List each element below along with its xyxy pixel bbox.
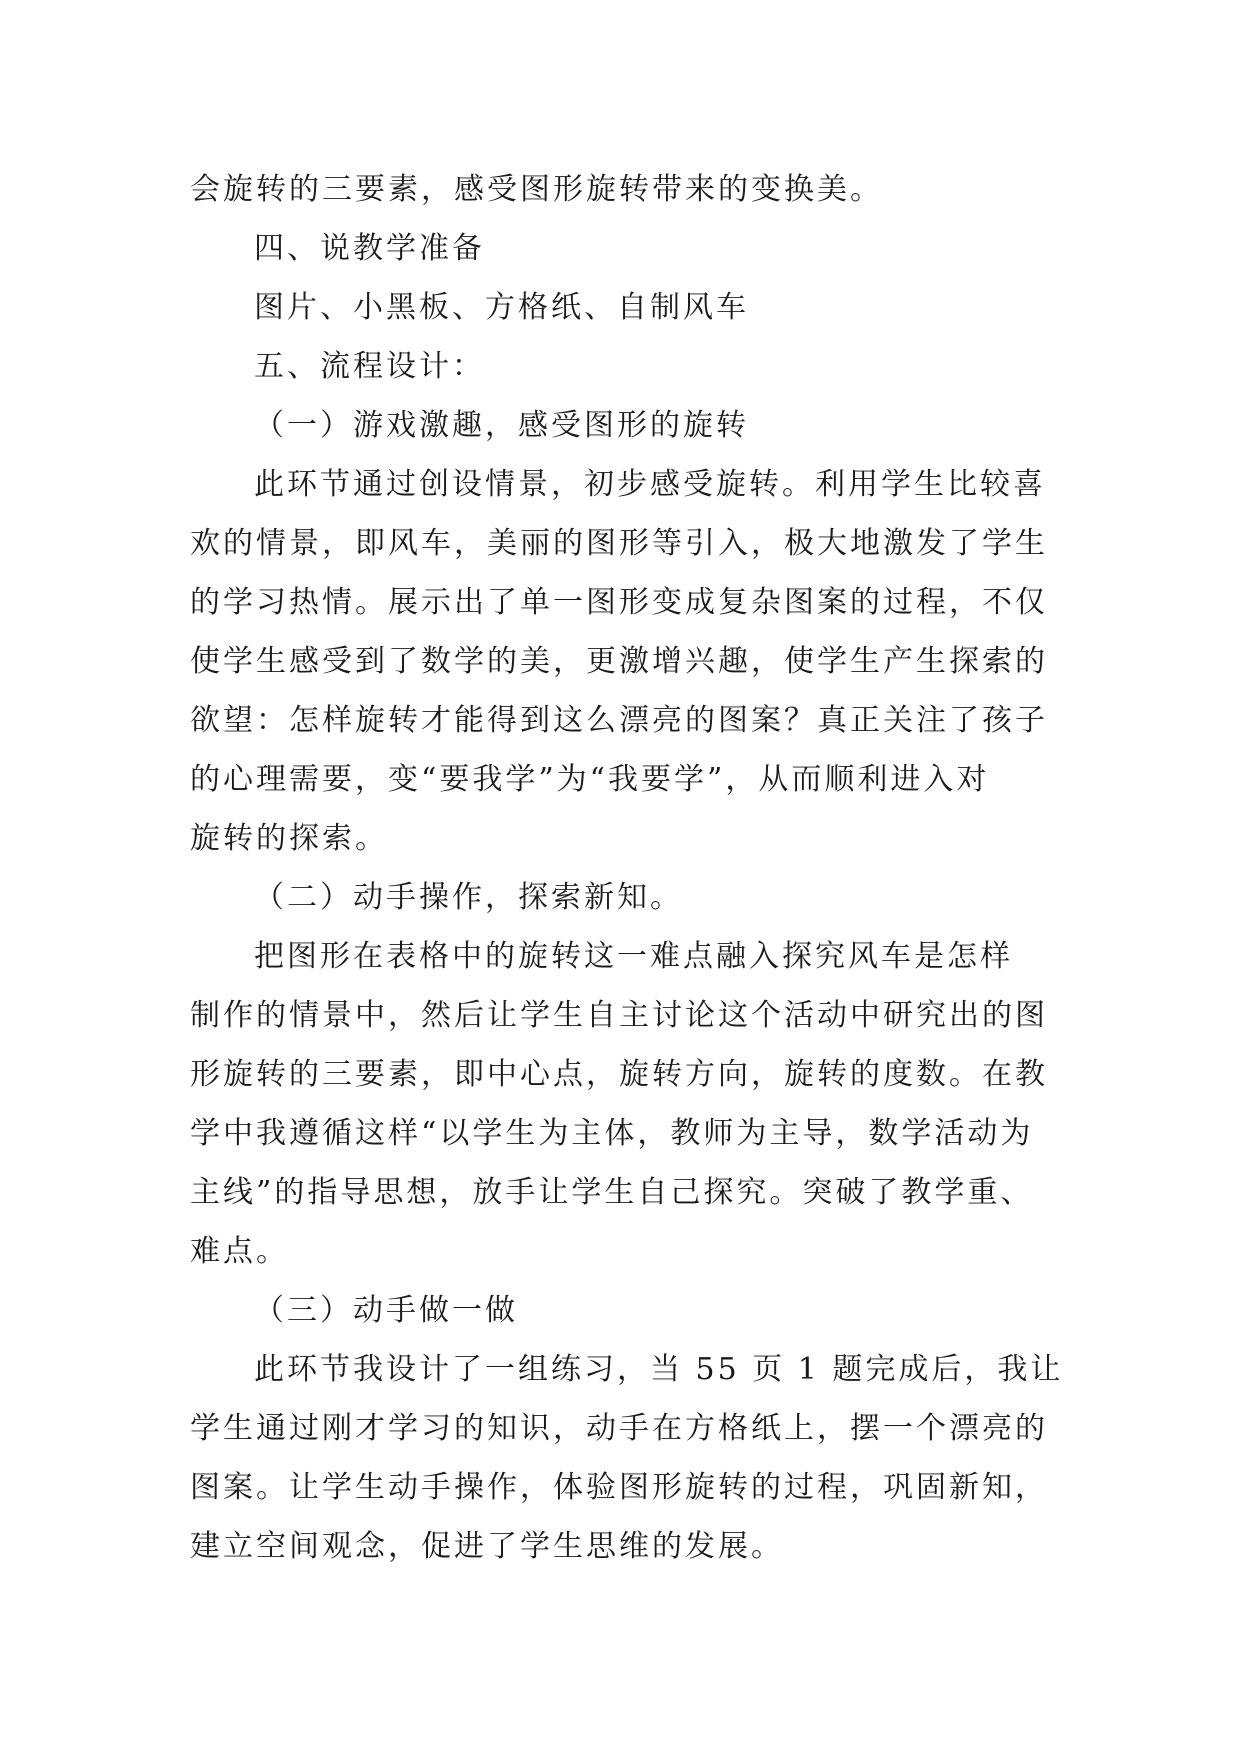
paragraph-first-line: 此环节我设计了一组练习，当 55 页 1 题完成后，我让 bbox=[254, 1352, 1064, 1387]
subsection-heading: （三）动手做一做 bbox=[254, 1293, 518, 1328]
text-line: 形旋转的三要素，即中心点，旋转方向，旋转的度数。在教 bbox=[190, 1057, 1048, 1092]
text-line: 学中我遵循这样“以学生为主体，教师为主导，数学活动为 bbox=[190, 1116, 1034, 1151]
text-line: 会旋转的三要素，感受图形旋转带来的变换美。 bbox=[190, 172, 883, 207]
text-line: 图案。让学生动手操作，体验图形旋转的过程，巩固新知， bbox=[190, 1470, 1048, 1505]
section-heading: 五、流程设计： bbox=[254, 349, 485, 384]
text-line: 建立空间观念，促进了学生思维的发展。 bbox=[190, 1529, 784, 1564]
subsection-heading: （二）动手操作，探索新知。 bbox=[254, 880, 683, 915]
text-line: 主线”的指导思想，放手让学生自己探究。突破了教学重、 bbox=[190, 1175, 1034, 1210]
text-line: 学生通过刚才学习的知识，动手在方格纸上，摆一个漂亮的 bbox=[190, 1411, 1048, 1446]
text-line: 欲望：怎样旋转才能得到这么漂亮的图案？真正关注了孩子 bbox=[190, 703, 1048, 738]
text-line: 旋转的探索。 bbox=[190, 821, 388, 856]
document-body bbox=[190, 160, 1064, 1576]
text-line: 难点。 bbox=[190, 1234, 289, 1269]
section-heading: 四、说教学准备 bbox=[254, 231, 485, 266]
text-line: 图片、小黑板、方格纸、自制风车 bbox=[254, 290, 749, 325]
text-line: 使学生感受到了数学的美，更激增兴趣，使学生产生探索的 bbox=[190, 644, 1048, 679]
text-line: 的学习热情。展示出了单一图形变成复杂图案的过程，不仅 bbox=[190, 585, 1048, 620]
subsection-heading: （一）游戏激趣，感受图形的旋转 bbox=[254, 408, 749, 443]
text-line: 制作的情景中，然后让学生自主讨论这个活动中研究出的图 bbox=[190, 998, 1048, 1033]
paragraph-first-line: 此环节通过创设情景，初步感受旋转。利用学生比较喜 bbox=[254, 467, 1046, 502]
text-line: 的心理需要，变“要我学”为“我要学”，从而顺利进入对 bbox=[190, 762, 990, 797]
text-line: 欢的情景，即风车，美丽的图形等引入，极大地激发了学生 bbox=[190, 526, 1048, 561]
paragraph-first-line: 把图形在表格中的旋转这一难点融入探究风车是怎样 bbox=[254, 939, 1013, 974]
